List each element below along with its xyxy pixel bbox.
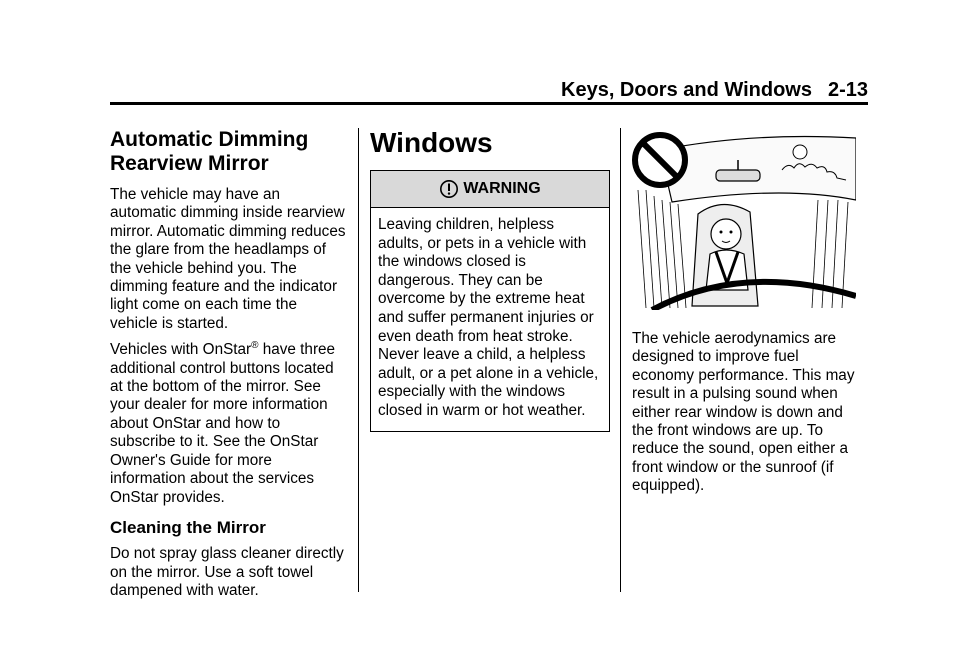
column-divider-1	[358, 128, 359, 592]
child-in-car-prohibited-illustration	[632, 130, 856, 310]
warning-icon	[439, 179, 459, 199]
warning-header	[371, 171, 609, 208]
column-1	[110, 128, 346, 609]
column-2	[370, 128, 610, 432]
cleaning-paragraph: Do not spray glass cleaner directly on the mirror. Use a soft towel dampened with water.	[110, 545, 344, 600]
registered-mark: ®	[251, 340, 259, 352]
mirror-heading: Automatic Dimming Rearview Mirror	[110, 128, 309, 175]
warning-box	[370, 170, 610, 432]
warning-text: Leaving children, helpless adults, or pets in a vehicle with the windows closed is dangerous. They can be overcome by the extreme heat and suffer permanent injuries or even death from heat stroke. Never leave a child, a helpless adult, or a pet alone in a vehicle, especially with the windows closed in warm or hot weather.	[378, 216, 599, 419]
aerodynamics-paragraph: The vehicle aerodynamics are designed to improve fuel economy performance. This may result in a pulsing sound when either rear window is down and the front windows are up. To reduce the sound, open either a front window or the sunroof (if equipped).	[632, 330, 855, 495]
cleaning-heading: Cleaning the Mirror	[110, 517, 266, 537]
mirror-paragraph-2	[110, 341, 346, 507]
running-header	[561, 79, 868, 102]
page-number: 2-13	[827, 79, 868, 101]
section-title: Keys, Doors and Windows	[561, 79, 812, 101]
warning-title: WARNING	[463, 179, 541, 197]
onstar-text-cont: have three additional control buttons located at the bottom of the mirror. See your dealer for more information about OnStar and how to subscribe to it. See the OnStar Owner's Guide for more information about the services OnStar provides.	[110, 341, 336, 506]
onstar-text: Vehicles with OnStar	[110, 341, 252, 359]
header-rule	[110, 102, 868, 105]
column-3	[632, 130, 860, 504]
column-divider-2	[620, 128, 621, 592]
mirror-paragraph-1: The vehicle may have an automatic dimming inside rearview mirror. Automatic dimming reduces the glare from the headlamps of the vehicle behind you. The dimming feature and the indicator light come on each time the vehicle is started.	[110, 186, 346, 332]
windows-heading: Windows	[370, 127, 493, 158]
